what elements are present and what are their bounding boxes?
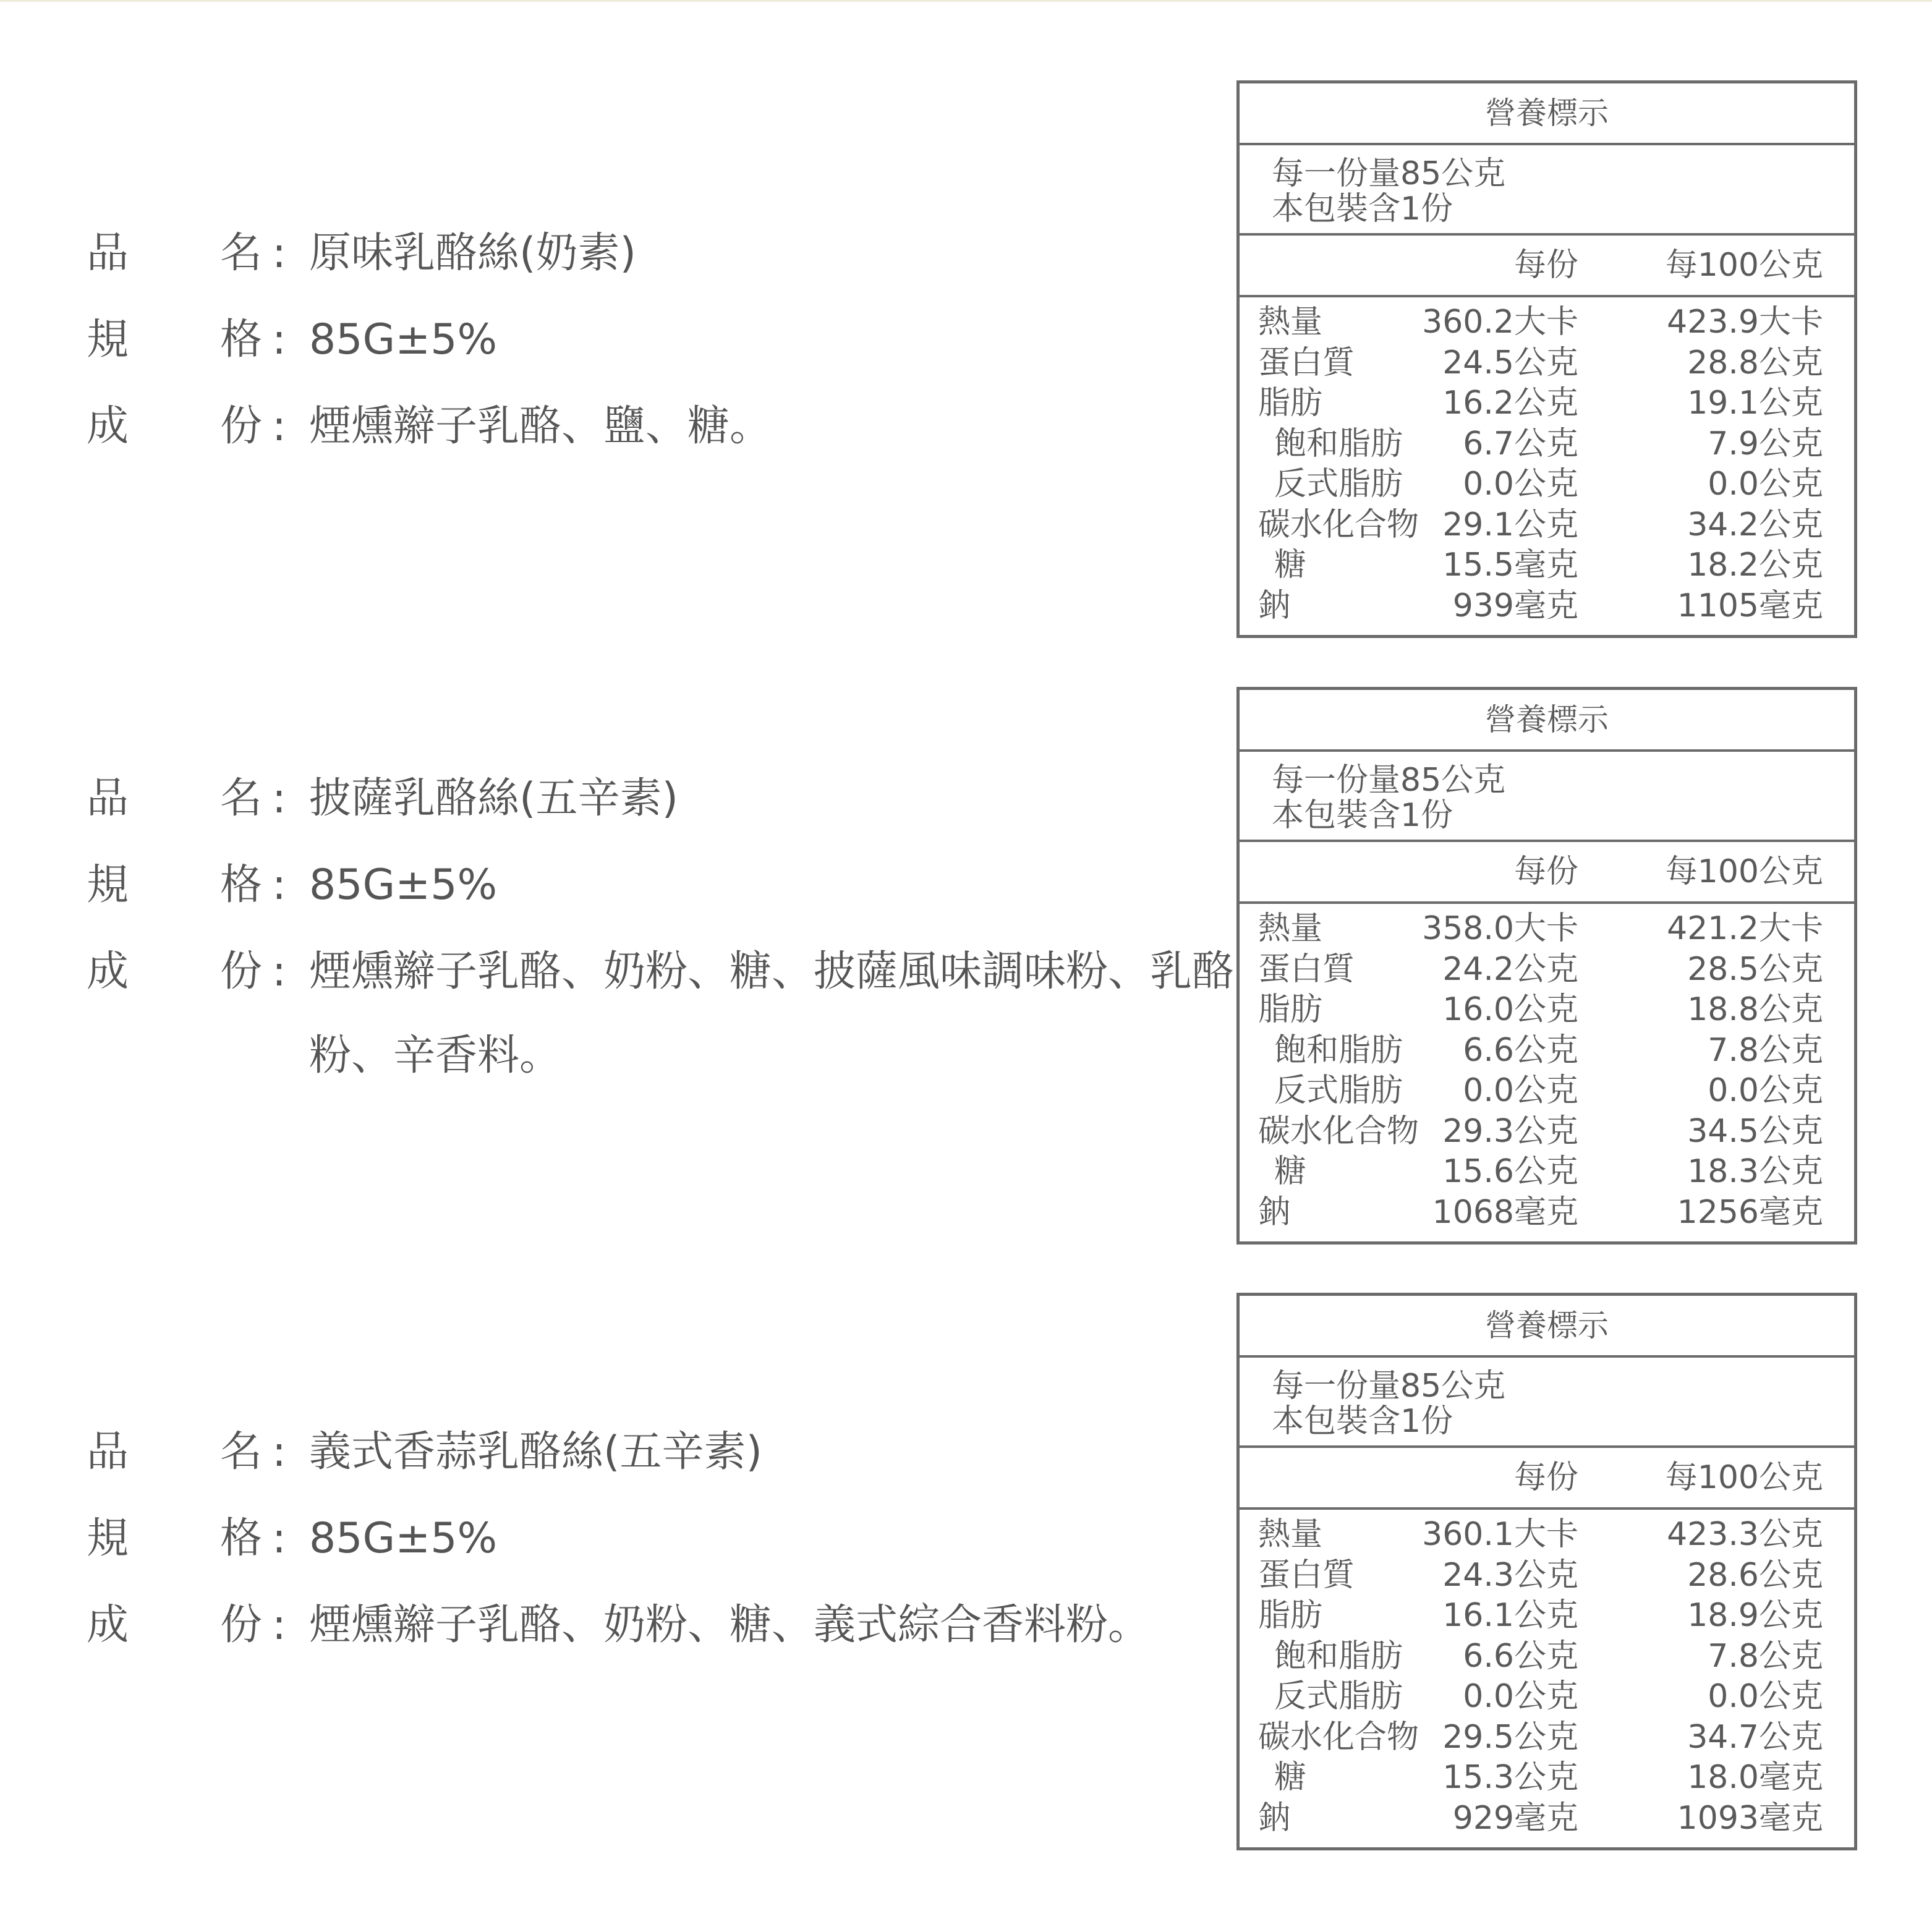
serving-info [1240, 1358, 1854, 1448]
nutrition-panel-2 [1236, 687, 1857, 1245]
nutrition-panel-1 [1236, 80, 1857, 638]
colon: : [272, 402, 286, 451]
nutrient-row-saturated-fat [1240, 1636, 1854, 1677]
product-ingredients-row [87, 930, 1235, 1100]
nutrient-row-sodium [1240, 1193, 1854, 1233]
per-serving-value: 29.5公克 [1442, 1718, 1578, 1756]
nutrient-row-protein [1240, 950, 1854, 990]
spec-label-char-2: 格 [220, 1514, 263, 1563]
colon: : [272, 1601, 286, 1649]
product-name: 原味乳酪絲(奶素) [309, 229, 637, 278]
product-weight: 85G±5% [309, 315, 498, 364]
nutrient-name: 鈉 [1258, 1799, 1291, 1837]
per-serving-value: 6.6公克 [1463, 1031, 1578, 1069]
nutrient-name: 碳水化合物 [1258, 1718, 1419, 1756]
ingredients-label-char-2: 份 [220, 947, 263, 996]
nutrient-row-energy [1240, 302, 1854, 343]
name-label-char-1: 品 [87, 1428, 129, 1476]
column-header [1240, 842, 1854, 904]
serving-size: 每一份量85公克 [1272, 155, 1506, 192]
nutrient-row-sodium [1240, 1798, 1854, 1839]
nutrient-row-trans-fat [1240, 1677, 1854, 1717]
spec-label-char-1: 規 [87, 315, 129, 364]
colon: : [272, 229, 286, 278]
nutrient-name: 脂肪 [1258, 1597, 1323, 1634]
nutrient-name: 糖 [1274, 1153, 1307, 1190]
product-weight: 85G±5% [309, 1514, 498, 1563]
nutrient-name: 反式脂肪 [1274, 466, 1403, 503]
nutrient-name: 碳水化合物 [1258, 1112, 1419, 1150]
per-serving-value: 29.1公克 [1442, 506, 1578, 543]
per-serving-value: 360.1大卡 [1422, 1516, 1578, 1553]
header-per-100g: 每100公克 [1665, 247, 1823, 284]
name-label-char-1: 品 [87, 774, 129, 823]
per-serving-value: 1068毫克 [1432, 1193, 1578, 1231]
product-spec-row [87, 298, 1199, 385]
per-serving-value: 24.2公克 [1442, 950, 1578, 988]
per-100g-value: 1093毫克 [1677, 1799, 1823, 1837]
nutrient-row-protein [1240, 1555, 1854, 1596]
spec-label-char-1: 規 [87, 861, 129, 909]
nutrient-name: 蛋白質 [1258, 344, 1355, 381]
nutrient-row-carbohydrate [1240, 505, 1854, 546]
name-label-char-2: 名 [220, 1428, 263, 1476]
per-100g-value: 423.9大卡 [1667, 304, 1823, 341]
name-label-char-2: 名 [220, 229, 263, 278]
per-serving-value: 0.0公克 [1463, 1678, 1578, 1715]
nutrition-title: 營養標示 [1240, 690, 1854, 752]
nutrient-row-sugar [1240, 545, 1854, 586]
nutrient-row-trans-fat [1240, 1071, 1854, 1112]
per-100g-value: 28.5公克 [1687, 950, 1823, 988]
per-100g-value: 7.8公克 [1708, 1031, 1823, 1069]
nutrient-name: 糖 [1274, 547, 1307, 584]
per-100g-value: 423.3公克 [1667, 1516, 1823, 1553]
header-per-serving: 每份 [1513, 853, 1578, 890]
spec-label-char-1: 規 [87, 1514, 129, 1563]
product-name: 披薩乳酪絲(五辛素) [309, 774, 679, 823]
product-ingredients-row [87, 1583, 1199, 1670]
colon: : [272, 947, 286, 996]
ingredients-label-char-1: 成 [87, 402, 129, 451]
nutrient-name: 脂肪 [1258, 385, 1323, 422]
nutrient-name: 飽和脂肪 [1274, 425, 1403, 462]
product-spec-2 [87, 757, 1235, 1100]
product-name-row [87, 211, 1199, 298]
serving-size: 每一份量85公克 [1272, 1368, 1506, 1405]
nutrient-name: 熱量 [1258, 910, 1323, 947]
per-serving-value: 16.1公克 [1442, 1597, 1578, 1634]
per-100g-value: 34.7公克 [1687, 1718, 1823, 1756]
product-spec-row [87, 1497, 1199, 1583]
per-100g-value: 28.6公克 [1687, 1556, 1823, 1594]
product-weight: 85G±5% [309, 861, 498, 909]
per-serving-value: 939毫克 [1452, 587, 1578, 624]
product-ingredients: 煙燻辮子乳酪、鹽、糖。 [309, 402, 772, 451]
nutrient-name: 鈉 [1258, 1193, 1291, 1231]
spec-label-char-2: 格 [220, 861, 263, 909]
nutrient-row-trans-fat [1240, 464, 1854, 505]
nutrient-name: 反式脂肪 [1274, 1072, 1403, 1109]
per-serving-value: 6.7公克 [1463, 425, 1578, 462]
per-serving-value: 24.5公克 [1442, 344, 1578, 381]
per-serving-value: 24.3公克 [1442, 1556, 1578, 1594]
header-per-serving: 每份 [1513, 1459, 1578, 1496]
nutrient-name: 反式脂肪 [1274, 1678, 1403, 1715]
nutrient-row-sugar [1240, 1758, 1854, 1798]
nutrient-name: 蛋白質 [1258, 1556, 1355, 1594]
colon: : [272, 315, 286, 364]
ingredients-label-char-2: 份 [220, 1601, 263, 1649]
serving-info [1240, 752, 1854, 842]
per-serving-value: 0.0公克 [1463, 1072, 1578, 1109]
nutrition-panel-3 [1236, 1293, 1857, 1850]
nutrient-name: 鈉 [1258, 587, 1291, 624]
per-100g-value: 19.1公克 [1687, 385, 1823, 422]
column-header [1240, 236, 1854, 297]
header-per-100g: 每100公克 [1665, 1459, 1823, 1496]
per-serving-value: 15.5毫克 [1442, 547, 1578, 584]
per-100g-value: 1105毫克 [1677, 587, 1823, 624]
per-serving-value: 929毫克 [1452, 1799, 1578, 1837]
name-label-char-1: 品 [87, 229, 129, 278]
header-per-100g: 每100公克 [1665, 853, 1823, 890]
product-name: 義式香蒜乳酪絲(五辛素) [309, 1428, 763, 1476]
colon: : [272, 774, 286, 823]
nutrient-rows [1240, 904, 1854, 1233]
per-serving-value: 16.0公克 [1442, 991, 1578, 1028]
nutrient-name: 脂肪 [1258, 991, 1323, 1028]
ingredients-label-char-1: 成 [87, 1601, 129, 1649]
serving-size: 每一份量85公克 [1272, 762, 1506, 799]
ingredients-label-char-1: 成 [87, 947, 129, 996]
product-spec-1 [87, 211, 1199, 471]
nutrient-name: 糖 [1274, 1759, 1307, 1796]
nutrient-name: 碳水化合物 [1258, 506, 1419, 543]
nutrient-name: 熱量 [1258, 1516, 1323, 1553]
product-name-row [87, 1410, 1199, 1497]
servings-per-pack: 本包裝含1份 [1272, 190, 1453, 228]
nutrient-row-saturated-fat [1240, 424, 1854, 465]
product-ingredients: 煙燻辮子乳酪、奶粉、糖、義式綜合香料粉。 [309, 1601, 1151, 1649]
per-100g-value: 18.2公克 [1687, 547, 1823, 584]
per-100g-value: 18.8公克 [1687, 991, 1823, 1028]
nutrient-row-fat [1240, 990, 1854, 1031]
nutrient-row-energy [1240, 909, 1854, 950]
per-serving-value: 358.0大卡 [1422, 910, 1578, 947]
name-label-char-2: 名 [220, 774, 263, 823]
per-100g-value: 0.0公克 [1708, 1678, 1823, 1715]
per-serving-value: 15.6公克 [1442, 1153, 1578, 1190]
nutrient-name: 飽和脂肪 [1274, 1031, 1403, 1069]
nutrition-title: 營養標示 [1240, 1296, 1854, 1358]
nutrient-row-sodium [1240, 586, 1854, 627]
servings-per-pack: 本包裝含1份 [1272, 797, 1453, 834]
per-100g-value: 34.5公克 [1687, 1112, 1823, 1150]
nutrient-rows [1240, 1510, 1854, 1839]
per-100g-value: 28.8公克 [1687, 344, 1823, 381]
nutrient-rows [1240, 297, 1854, 626]
nutrient-row-energy [1240, 1515, 1854, 1555]
product-name-row [87, 757, 1199, 843]
header-per-serving: 每份 [1513, 247, 1578, 284]
spec-label-char-2: 格 [220, 315, 263, 364]
per-100g-value: 0.0公克 [1708, 466, 1823, 503]
per-serving-value: 360.2大卡 [1422, 304, 1578, 341]
per-serving-value: 29.3公克 [1442, 1112, 1578, 1150]
ingredients-label-char-2: 份 [220, 402, 263, 451]
nutrient-row-fat [1240, 1596, 1854, 1636]
per-100g-value: 7.8公克 [1708, 1637, 1823, 1675]
per-100g-value: 34.2公克 [1687, 506, 1823, 543]
product-spec-row [87, 843, 1199, 930]
per-100g-value: 18.3公克 [1687, 1153, 1823, 1190]
serving-info [1240, 145, 1854, 236]
nutrient-row-protein [1240, 343, 1854, 384]
nutrient-row-saturated-fat [1240, 1031, 1854, 1071]
per-100g-value: 18.9公克 [1687, 1597, 1823, 1634]
nutrient-row-carbohydrate [1240, 1112, 1854, 1152]
column-header [1240, 1448, 1854, 1510]
per-100g-value: 7.9公克 [1708, 425, 1823, 462]
nutrient-name: 蛋白質 [1258, 950, 1355, 988]
nutrition-title: 營養標示 [1240, 83, 1854, 145]
colon: : [272, 1514, 286, 1563]
per-serving-value: 0.0公克 [1463, 466, 1578, 503]
colon: : [272, 1428, 286, 1476]
product-ingredients: 煙燻辮子乳酪、奶粉、糖、披薩風味調味粉、乳酪粉、辛香料。 [309, 947, 1235, 1080]
product-ingredients-row [87, 385, 1199, 471]
nutrient-row-fat [1240, 383, 1854, 424]
nutrient-row-sugar [1240, 1152, 1854, 1193]
nutrient-row-carbohydrate [1240, 1717, 1854, 1758]
colon: : [272, 861, 286, 909]
per-serving-value: 6.6公克 [1463, 1637, 1578, 1675]
product-spec-3 [87, 1410, 1199, 1670]
per-100g-value: 18.0毫克 [1687, 1759, 1823, 1796]
per-serving-value: 16.2公克 [1442, 385, 1578, 422]
nutrient-name: 熱量 [1258, 304, 1323, 341]
per-100g-value: 1256毫克 [1677, 1193, 1823, 1231]
servings-per-pack: 本包裝含1份 [1272, 1403, 1453, 1440]
per-100g-value: 0.0公克 [1708, 1072, 1823, 1109]
per-serving-value: 15.3公克 [1442, 1759, 1578, 1796]
top-border [0, 0, 1932, 2]
nutrient-name: 飽和脂肪 [1274, 1637, 1403, 1675]
per-100g-value: 421.2大卡 [1667, 910, 1823, 947]
